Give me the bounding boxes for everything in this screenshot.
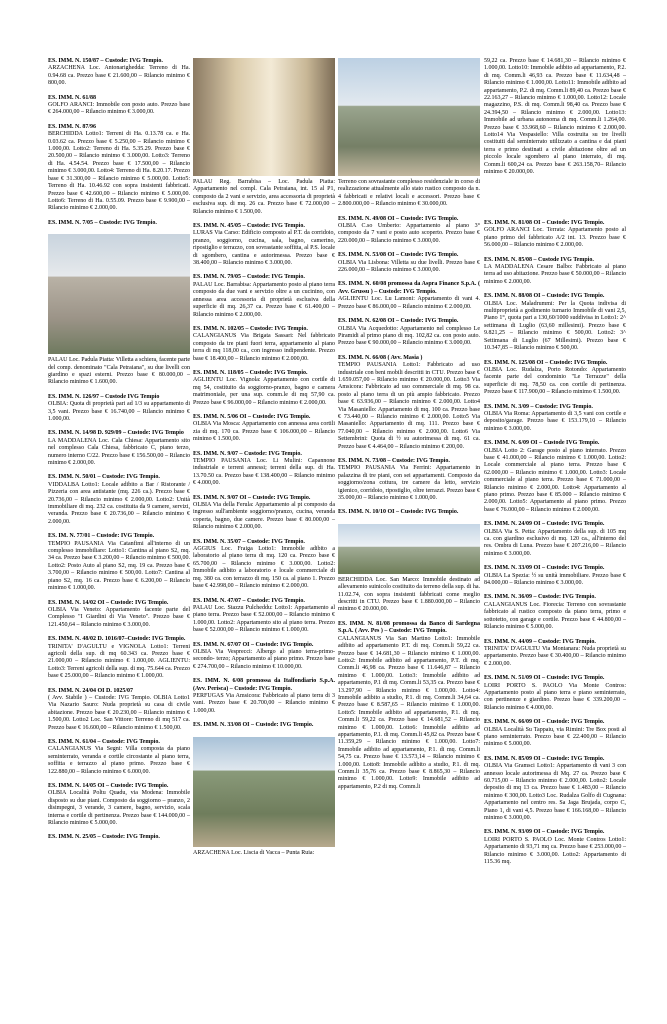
listing-entry bbox=[338, 621, 480, 791]
listing-text: OLBIA Lotto 2: Garage posto al piano interrato. Prezzo base € 41.000,00 – Rilancio minimo € 1.000,00. Lotto2: Locale commerciale al piano terra. Prezzo base € 62.000,00 – Rilancio minimo € 1.000,00. Lotto3: Locale commerciale al piano terra. Prezzo base € 71.000,00 – Rilancio minimo € 2.000,00. Lotto4: Appartamento al piano primo. Prezzo base € 85.000 – Rilancio minimo € 2.000,00. Lotto5: Appartamento al piano primo. Prezzo base € 76.000,00 – Rilancio minimo € 2.000,00. bbox=[484, 447, 626, 513]
property-photo bbox=[193, 58, 335, 176]
listing-heading: ES. IMM. N. 33/09 OI – Custode: IVG Tempio. bbox=[484, 565, 605, 572]
listing-heading: ES. IMM. N. 44/09 – Custode: IVG Tempio. bbox=[484, 638, 596, 645]
listing-entry bbox=[48, 600, 190, 630]
listing-entry bbox=[193, 179, 335, 216]
listing-entry bbox=[48, 533, 190, 592]
listing-entry bbox=[193, 451, 335, 488]
listing-entry bbox=[484, 257, 626, 287]
listing-text: TRINITA' D'AGULTU Via Montanara: Nuda proprietà su appartamento. Prezzo base € 30.400,00 – Rilancio minimo € 2.000,00. bbox=[484, 645, 626, 667]
listing-entry bbox=[338, 179, 480, 209]
listing-heading: ES. IMM. N. 79/05 – Custode: IVG Tempio. bbox=[193, 274, 305, 281]
listing-heading: ES. IMM. N. 6/09 OI – Custode IVG Tempio. bbox=[484, 440, 600, 447]
listing-entry bbox=[48, 394, 190, 424]
listing-entry bbox=[193, 850, 335, 857]
listing-entry bbox=[48, 124, 190, 213]
listing-heading: ES. IMM. N. 81/08 promossa da Banco di Sardegna S.p.A. ( Avv. Pes ) – Custode: IVG Tempio. bbox=[338, 620, 480, 635]
listing-heading: ES. IMM. N. 3/09 – Custode: IVG Tempio. bbox=[484, 403, 593, 410]
listing-heading: ES. IM. N. 77/01 – Custode: IVG Tempio. bbox=[48, 533, 155, 540]
listing-text: Terreno con sovrastante complesso residenziale in corso di realizzazione attualmente allo stato rustico composto da n. 4 fabbricati e relativi locali e accessori. Prezzo base € 2.800.000,00 – Rilancio minimo € 30.000,00. bbox=[338, 179, 480, 208]
listing-text: OLBIA Via S. Petta: Appartamento della sup. di 105 mq ca. con giardino esclusivo di mq. 120 ca., all'interno del res. Ombra di Luna. Prezzo base € 207.216,00 – Rilancio minimo € 3.000,00. bbox=[484, 528, 626, 557]
listing-text: LA MADDALENA Loc. Cala Chiesa: Appartamento sito nel complesso Cala Chiesa, fabbricato C, piano terzo, numero interno C/22. Prezzo base € 156.500,00 – Rilancio minimo € 2.000,00. bbox=[48, 437, 190, 466]
listing-entry bbox=[48, 474, 190, 526]
listing-text: GOLFO ARANCI Loc. Terrata: Appartamento posto al piano primo del fabbricato A/2 int. 13. Prezzo base € 56.000,00 – Rilancio minimo € 2.000,00. bbox=[484, 227, 626, 249]
listing-heading: ES. IMM. N. 5/06 OI – Custode: IVG Tempio. bbox=[193, 413, 311, 420]
listing-heading: ES. IMM. N. 9/07 – Custode: IVG Tempio. bbox=[193, 450, 302, 457]
listing-text: CALANGIANUS Via San Martino Lotto1: Immobile adibito ad appartamento P.T. di mq. Comm.li 59,22 ca. Prezzo base € 14.681,30 – Rilancio minimo € 1.000,00. Lotto2: Immobile adibito ad appartamento, P.T. di mq. Comm.li 46,98 ca. Prezzo base € 11.646,87 – Rilancio minimo € 1.000,00. Lotto3: Immobile adibito ad appartamento, P.1 di mq. Comm.li 53,35 ca. Prezzo base € 13.297,90 – Rilancio minimo € 1.000,00. Lotto4: Immobile adibito a studio, P.1. di mq. Comm.li 34,64 ca. Prezzo base € 8.587,65 – Rilancio minimo € 1.000,00. Lotto5: Immobile adibito ad appartamento, P.1. di mq. Comm.li 59,22 ca. Prezzo base € 14.681,52 – Rilancio minimo € 1.000,00. Lotto6: Immobile adibito ad appartamento, P.1. di mq. Comm.li 45,82 ca. Prezzo base € 11.359,29 – Rilancio minimo € 1.000,00. Lotto7: Immobile adibito ad appartamento, P.1. di mq. Comm.li 54,75 ca. Prezzo base € 13.573,14 – Rilancio minimo € 1.000,00. Lotto8: Immobile adibito a studio, P.1. di mq. Comm.li 35,76 ca. Prezzo base € 8.865,30 – Rilancio minimo € 1.000,00. Lotto9: Immobile adibito ad appartamento, P.2 di mq. Comm.li bbox=[338, 635, 480, 790]
listing-text: OLBIA Località Poltu Quadu, via Modena: Immobile disposto su due piani. Composto da soggiorno – pranzo, 2 disimpegni, 3 verande, 3 camere, bagno, servizio, scala interna e cortile di pertinenza. Prezzo base € 144.000,00 – Rilancio minimo € 5.000,00. bbox=[48, 790, 190, 827]
listing-entry bbox=[48, 357, 190, 387]
listing-entry bbox=[193, 678, 335, 715]
listing-entry bbox=[484, 756, 626, 823]
listing-text: OLBIA Loc. Rudalza, Porto Rotondo: Appartamento facente parte del condominio "Le Terrazze" della superficie di mq. 78,50 ca. con cortile di pertinenza. Prezzo base € 117.900,00 – Rilancio minimo € 1.500,00. bbox=[484, 366, 626, 396]
listing-heading: ES. IMM. N. 60/08 promossa da Aspra Finance S.p.A. ( Avv. Grussu ) – Custode: IVG Tempio. bbox=[338, 281, 480, 295]
listing-heading: ES. IMM. N. 50/01 – Custode: IVG Tempio. bbox=[48, 474, 160, 481]
listing-text: OLBIA Via Lisbona: Villetta su due livelli. Prezzo base € 226.000,00 – Rilancio minimo € 3.000,00. bbox=[338, 259, 480, 274]
listing-heading: ES. IMM. N. 125/08 OI – Custode: IVG Tempio. bbox=[484, 359, 608, 366]
listing-entry bbox=[484, 639, 626, 669]
listing-entry bbox=[193, 642, 335, 672]
column-4-continuation: 59,22 ca. Prezzo base € 14.681,30 – Rilancio minimo € 1.000,00. Lotto10: Immobile adibito ad appartamento, P.2. di mq. Comm.li 46,93 ca. Prezzo base € 11.634,48 – Rilancio minimo € 1.000,00. Lotto11: Immobile adibito ad appartamento, P.2. di mq. Comm.li 89,40 ca. Prezzo base € 22.163,27 – Rilancio minimo € 1.000,00. Lotto12: Locale magazzino, P.S. di mq. Comm.li 98,40 ca. Prezzo base € 24.394,50 – Rilancio minimo € 2.000,00. Lotto13: Immobile ad urbana autonoma di mq. Comm.li 1.264,00. Prezzo base € 33.968,60 – Rilancio minimo € 2.000,00. Lotto14 Via Vespasiello: Villa costruita su tre livelli costituiti dal seminterrato utilizzato a cantina e dai piani terra e primo destinati a civile abitazione oltre ad un piccolo locale sgombero al piano interrato, di mq. Comm.li 600,24 ca. Prezzo base € 263.158,70– Rilancio minimo € 20.000,00. bbox=[484, 58, 626, 176]
listing-text: OLBIA Via Veneto: Appartamento facente parte del Complesso "I Giardini di Via Veneto". Prezzo base € 121.450,64 – Rilancio minimo € 3.000,00. bbox=[48, 606, 190, 628]
listing-entry bbox=[338, 577, 480, 614]
listing-entry bbox=[48, 688, 190, 732]
listing-text: BERCHIDDA Lotto1: Terreni di Ha. 0.13.78 ca. e Ha. 0.03.62 ca. Prezzo base € 5.250,00 – Rilancio minimo € 1.000,00. Lotto2: Terreno di Ha. 5.35.29. Prezzo base € 20.500,00 – Rilancio minimo € 3.000,00. Lotto3: Terreno di Ha. 4.54.54. Prezzo base € 17.500,00 – Rilancio minimo € 3.000,00. Lotto4: Terreno di Ha. 8.20.17. Prezzo base € 31.300,00 – Rilancio minimo € 5.000,00. Lotto5: Terreno di Ha. 10.46.92 con sopra insistenti fabbricati. Prezzo base € 42.600,00 – Rilancio minimo € 5.000,00. Lotto6: Terreno di Ha. 0.55.09. Prezzo base € 9.900,00 – Rilancio minimo € 2.000,00. bbox=[48, 131, 190, 212]
listing-heading: ES. IMM. N. 36/09 – Custode: IVG Tempio. bbox=[484, 594, 596, 601]
listing-heading: ES. IMM. N. 61/88 bbox=[48, 94, 96, 101]
listing-heading: ES. IMM. N. 24/09 OI – Custode: IVG Tempio. bbox=[484, 521, 605, 528]
listing-text: BERCHIDDA Loc. San Marco: Immobile destinato ad allevamento suinicolo costituito da terreno della sup. di ha. 11.02.74, con sopra insistenti fabbricati come meglio descritti in CTU. Prezzo base € 1.880.000,00 – Rilancio minimo € 20.000,00. bbox=[338, 576, 480, 613]
listing-entry bbox=[338, 355, 480, 451]
listing-entry bbox=[338, 281, 480, 311]
listing-entry bbox=[193, 274, 335, 318]
listing-entry bbox=[48, 636, 190, 680]
listing-text: ( Avv. Stabile ) – Custode: IVG Tempio. OLBIA Lotto1 Via Nazario Sauro: Nuda proprietà su casa di civile abitazione. Prezzo base € 20.230,00 – Rilancio minimo € 1.500,00. Lotto2 Loc. San Vittore: Terreno di mq 517 ca. Prezzo base € 16.600,00 – Rilancio minimo € 1.500,00. bbox=[48, 694, 190, 731]
listing-text: LURAS Via Carso: Edificio composto al P.T. da corridoio, pranzo, soggiorno, cucina, sala, bagno, camerino, ripostiglio e terrazzo, con sovrastante soffitta, al P.S. locale di sgombero, cantina e autorimessa. Prezzo base € 38.400,00 – Rilancio minimo € 3.000,00. bbox=[193, 230, 335, 267]
listing-entry bbox=[193, 495, 335, 532]
listing-heading: ES. IMM. N. 85/08 – Custode IVG Tempio. bbox=[484, 256, 594, 263]
listing-text: AGGIUS Loc. Fraiga Lotto1: Immobile adibito a laboratorio al piano terra di mq. 120 ca. Prezzo base € 65.700,00 – Rilancio minimo € 3.000,00. Lotto2: Immobile adibito a laboratorio e locale commerciale di mq. 380 ca. con terrazzo di mq. 150 ca. al piano 1. Prezzo base € 42.998,00 – Rilancio minimo € 2.000,00. bbox=[193, 546, 335, 590]
listing-entry bbox=[484, 594, 626, 631]
listing-heading: ES. IMM. N. 7/05 – Custode: IVG Tempio. bbox=[48, 219, 157, 226]
listing-text: OLBIA Loc. Maladrummi: Per la Quota indivisa di multiproprietà a godimento turnario Immobile di vani 2,5, Piano 1°, quota pari a 130,60/1000 suddivisa in Lotto1: 2^ settimana di Luglio (63,60 millesimi). Prezzo base € 9.821,25 – Rilancio minimo € 500,00. Lotto2: 3^ Settimana di Luglio (67 Millesimi). Prezzo base € 10.347,85 – Rilancio minimo € 500,00. bbox=[484, 300, 626, 352]
listing-heading: ES. IMM. N. 49/08 OI – Custode: IVG Tempio. bbox=[338, 215, 459, 222]
listing-entry bbox=[48, 739, 190, 776]
listing-heading: ES. IMM. N. 35/07 – Custode: IVG Tempio. bbox=[193, 538, 305, 545]
listing-heading: ES. IMM. N. 14/98 D. 929/09 – Custode: IVG Tempio bbox=[48, 430, 184, 437]
listing-text: TEMPIO PAUSANIA Lotto1: Fabbricato ad uso industriale con beni mobili descritti in CTU. Prezzo base € 1.659.057,00 – Rilancio minimo € 20.000,00. Lotto3 Via Amsicora: Fabbricato ad uso commerciale di mq. 98 ca. posto al piano terra di un più ampio fabbricato. Prezzo base € 63.936,00 – Rilancio minimo € 2.000,00. Lotto4 Via Masaniello: Appartamento di mq. 100 ca. Prezzo base € 73.440,00 – Rilancio minimo € 2.000,00. Lotto5 Via Masaniello: Appartamento di mq. 111. Prezzo base € 77.040,00 – Rilancio minimo € 2.000,00. Lotto6 Via Settembrini: Quota di ½ su autorimessa di mq. 61 ca. Prezzo base € 4.464,00 – Rilancio minimo € 200,00. bbox=[338, 362, 480, 450]
listing-text: OLBIA Via Gramsci Lotto1: Appartamento di vani 3 con annesso locale autorimessa di Mq. 27 ca. Prezzo base € 60.715,00 – Rilancio minimo € 2.000,00. Lotto2: Locale deposito di mq 13 ca. Prezzo base € 1.483,00 – Rilancio minimo € 300,00. Lotto3 Loc. Rudalza Golfo di Cugnana: Appartamento nel centro res. Sa Jaga Brujada, corpo C, Piano 1, di vani 4,5. Prezzo base € 166.168,00 – Rilancio minimo € 3.000,00. bbox=[484, 763, 626, 822]
listing-heading: ES. IMM. N. 61/04 – Custode: IVG Tempio. bbox=[48, 739, 160, 745]
listing-entry bbox=[484, 440, 626, 514]
listing-heading: ES. IMM. N. 53/08 OI – Custode: IVG Tempio. bbox=[338, 252, 459, 259]
listing-text: OLBIA C.so Umberto: Appartamento al piano 3° composto da 7 vani e posto auto scoperto. Prezzo base € 220.000,00 – Rilancio minimo € 3.000,00. bbox=[338, 223, 480, 244]
listing-heading: ES. IMM. N. 93/09 OI – Custode: IVG Tempio. bbox=[484, 829, 605, 836]
listing-entry bbox=[484, 404, 626, 434]
listing-heading: ES. IMM. N. 87/96 bbox=[48, 123, 96, 130]
listing-text: AGLIENTU Loc. Vignola: Appartamento con cortile di mq 54, costituito da soggiorno-pranzo, bagno e camera matrimoniale, per una sup. comm.le di mq 57,90 ca. Prezzo base € 96.000,00 – Rilancio minimo € 2.000,00. bbox=[193, 377, 335, 406]
listing-heading: ES. IMM. N. 150/87 – Custode: IVG Tempio. bbox=[48, 58, 163, 64]
listing-heading: ES. IMM. N. 6/08 promossa da Italfondiario S.p.A. (Avv. Perisca) – Custode: IVG Tempio. bbox=[193, 678, 335, 692]
listing-text: LA MADDALENA Cesare Balbo: Fabbricato al piano terra ad uso abitazione. Prezzo base € 50.000,00 – Rilancio minimo € 2.000,00. bbox=[484, 264, 626, 285]
listing-entry bbox=[338, 458, 480, 502]
listing-heading: ES. IMM. N. 9/07 OI – Custode: IVG Tempio. bbox=[193, 494, 311, 501]
listing-text: VIDDALBA Lotto1: Locale adibito a Bar / Ristorante / Pizzeria con area antistante (mq. 226 ca.). Prezzo base € 20.736,00 – Rilancio minimo € 2.000,00. Lotto2: Unità immobiliare di mq. 232 ca. costituita da 9 camere, servizi, veranda. Prezzo base € 20.736,00 – Rilancio minimo € 2.000,00. bbox=[48, 481, 190, 525]
listing-text: OLBIA Via Acquedotto: Appartamento nel complesso Le Piramidi al primo piano di mq. 102,82 ca. con posto auto. Prezzo base € 90.000,00 – Rilancio minimo € 3.000,00. bbox=[338, 325, 480, 347]
listing-entry bbox=[193, 539, 335, 591]
listing-heading: ES. IMM. N. 33/08 OI – Custode: IVG Tempio. bbox=[193, 722, 314, 729]
listing-entry bbox=[48, 430, 190, 467]
listing-text: CALANGIANUS Via Brigata Sassari: Nel fabbricato composto da tre piani fuori terra, appartamento al piano terra di mq 118,00 ca., con ingresso indipendente. Prezzo base € 18.400,00 – Rilancio minimo € 2.000,00. bbox=[193, 333, 335, 362]
listing-entry bbox=[484, 565, 626, 587]
listing-heading: ES. IMM. N. 24/04 OI D. 1025/07 bbox=[48, 687, 134, 694]
listing-text: AGLIENTU Loc. Lu Lamoni: Appartamento di vani 4. Prezzo base € 86.000,00 – Rilancio minimo € 2.000,00. bbox=[338, 296, 480, 310]
listing-heading: ES. IMM. N. 67/07 OI – Custode: IVG Tempio. bbox=[193, 641, 314, 648]
property-photo bbox=[193, 737, 335, 847]
listing-heading: ES. IMM. N. 81/08 OI – Custode: IVG Tempio. bbox=[484, 220, 605, 226]
listing-heading: ES. IMM. N. 45/05 – Custode: IVG Tempio. bbox=[193, 223, 305, 230]
listing-text: OLBIA La Spezia: ½ su unità immobiliare. Prezzo base € 84.000,00 – Rilancio minimo € 3.000,00. bbox=[484, 572, 626, 587]
listing-heading: ES. IMM. N. 62/08 OI – Custode: IVG Tempio. bbox=[338, 318, 459, 325]
listing-heading: ES. IMM. N. 25/05 – Custode: IVG Tempio. bbox=[48, 834, 160, 841]
listing-entry bbox=[484, 719, 626, 749]
listing-text: GOLFO ARANCI: Immobile con posto auto. Prezzo base € 264.000,00 – Rilancio minimo € 3.000,00. bbox=[48, 102, 190, 116]
listing-entry bbox=[193, 326, 335, 363]
column-4 bbox=[484, 220, 626, 873]
listing-entry bbox=[48, 95, 190, 117]
listing-entry bbox=[193, 722, 335, 729]
listing-text: OLBIA Via Roma: Appartamento di 3,5 vani con cortile e deposito/garage. Prezzo base € 153.179,10 – Rilancio minimo € 3.000,00. bbox=[484, 410, 626, 432]
listing-text: TEMPIO PAUSANIA Via Catanfimi all'interno di un complesso immobiliare: Lotto1: Cantina al piano S2, mq. 34 ca. Prezzo base € 3.200,00 – Rilancio minimo € 500,00. Lotto2: Posto Auto al piano S2, mq. 19 ca. Prezzo base € 3.700,00 – Rilancio minimo € 500,00. Lotto7: Cantina al piano S2, mq. 16 ca. Prezzo base € 6.200,00 – Rilancio minimo € 1.000,00. bbox=[48, 540, 190, 592]
listing-entry bbox=[484, 293, 626, 352]
listing-entry bbox=[484, 675, 626, 712]
listing-text: PALAU Reg. Barrabisa – Loc. Padula Piatta: Appartamento nel compl. Cala Petraiana, int. 15 al P1, composto da 2 vani e servizio, area accessoria di proprietà esclusiva sup. di mq. 26 ca. Prezzo base € 72.000,00 – Rilancio minimo € 1.500,00. bbox=[193, 179, 335, 215]
listing-entry bbox=[484, 220, 626, 250]
listing-heading: ES. IMM. N. 47/07 – Custode: IVG Tempio. bbox=[193, 597, 305, 604]
listing-heading: ES. IMM. N. 88/08 OI – Custode: IVG Tempio. bbox=[484, 293, 605, 300]
listing-entry bbox=[48, 783, 190, 827]
listing-entry bbox=[48, 58, 190, 88]
listing-entry bbox=[193, 598, 335, 635]
listing-heading: ES. IMM. N. 14/02 OI – Custode: IVG Tempio. bbox=[48, 599, 169, 606]
listing-heading: ES. IMM. N. 14/05 OI – Custode: IVG Tempio. bbox=[48, 783, 169, 790]
listing-entry bbox=[338, 318, 480, 348]
column-2 bbox=[193, 58, 335, 864]
listing-heading: ES. IMM. N. 51/09 OI – Custode: IVG Tempio. bbox=[484, 675, 605, 682]
listing-text: TEMPIO PAUSANIA Loc. Li Mulini: Capannone industriale e terreni annessi; terreni della sup. di Ha. 13.70.50 ca. Prezzo base € 138.400,00 – Rilancio minimo € 4.000,00. bbox=[193, 458, 335, 487]
listing-heading: ES. IMM. N. 118/05 – Custode: IVG Tempio. bbox=[193, 369, 308, 376]
listing-heading: ES. IMM. N. 66/08 ( Avv. Masia ) bbox=[338, 354, 423, 361]
listing-text: OLBIA Via Vesprecci: Albergo al piano terra-primo- secondo- terzo; Appartamento al piano primo. Prezzo base € 274.700,00 – Rilancio minimo € 10.000,00. bbox=[193, 648, 335, 670]
listing-text: PERFUGAS Via Amsicora: Fabbricato al piano terra di 3 vani. Prezzo base € 20.700,00 – Rilancio minimo € 1.000,00. bbox=[193, 692, 335, 714]
listing-text: CALANGIANUS Loc. Fiorecia: Terreno con sovrastante fabbricato al rustico composto da piano terra, primo e sottotetto, con garage e cortile. Prezzo base € 44.800,00 – Rilancio minimo € 5.000,00. bbox=[484, 601, 626, 631]
listing-heading: ES. IMM. N. 10/10 OI – Custode: IVG Tempio. bbox=[338, 509, 459, 516]
listing-text: PALAU Loc. Stazzu Pulcheddu: Lotto1: Appartamento al piano terra. Prezzo base € 52.000,00 – Rilancio minimo € 1.000,00. Lotto2: Appartamento sito al piano terra. Prezzo base € 52.000,00 – Rilancio minimo € 1.000,00. bbox=[193, 604, 335, 634]
listing-heading: ES. IMM. N. 48/02 D. 1016/07–Custode: IVG Tempio. bbox=[48, 636, 186, 643]
property-photo bbox=[48, 234, 190, 354]
listing-heading: ES. IMM. N. 66/09 OI – Custode: IVG Tempio. bbox=[484, 719, 605, 726]
column-1 bbox=[48, 58, 190, 849]
listing-text: OLBIA Via Mosca: Appartamento con annessa area cortili zia di mq. 170 ca. Prezzo base € 106.000,00 – Rilancio minimo € 1.500,00. bbox=[193, 421, 335, 443]
listing-entry bbox=[193, 414, 335, 444]
listing-text: CALANGIANUS Via Segni: Villa composta da piano seminterrato, veranda e cortile circostante al piano terra, soffitta e terrazzo al piano primo. Prezzo base € 122.880,00 – Rilancio minimo € 6.000,00. bbox=[48, 746, 190, 775]
listing-text: ARZACHENA Loc. Antonarighedda: Terreno di Ha. 0.94.68 ca. Prezzo base € 21.600,00 – Rilancio minimo € 800,00. bbox=[48, 65, 190, 87]
listing-text: OLBIA Via della Ferula: Appartamento al pt composto da ingresso sull'ambiente soggiorno/pranzo, cucina, veranda coperta, bagno, due camere. Prezzo base € 80.000,00 – Rilancio minimo € 2.000,00. bbox=[193, 502, 335, 531]
listing-heading: ES. IMM. N. 85/09 OI – Custode: IVG Tempio. bbox=[484, 755, 605, 762]
listing-entry bbox=[338, 509, 480, 516]
listing-entry bbox=[48, 834, 190, 841]
listing-text: LOIRI PORTO S. PAOLO Loc. Monte Contros Lotto1: Appartamento di 93,71 mq ca. Prezzo base € 253.000,00 – Rilancio minimo € 3.000,00. Lotto2: Appartamento di 115.36 mq. bbox=[484, 836, 626, 866]
listing-heading: ES. IMM. N. 126/97 – Custode IVG Tempio bbox=[48, 393, 160, 400]
listing-text: OLBIA: Quota di proprietà pari ad 1/3 su appartamento di 3,5 vani. Prezzo base € 16.740,00 – Rilancio minimo € 1.000,00. bbox=[48, 401, 190, 422]
listing-text: OLBIA Località Su Tappaiu, via Rimini: Tre Box posti al piano seminterrato. Prezzo base € 22.400,00 – Rilancio minimo € 5.000,00. bbox=[484, 726, 626, 748]
property-photo bbox=[338, 58, 480, 176]
listing-text: TEMPIO PAUSANIA Via Ferrini: Appartamento in palazzina di tre piani, con sei appartamenti. Composto da soggiorno/zona cottura, tre camere da letto, servizio igienico, corridoio, ripostiglio, oltre terrazzi. Prezzo base € 35.000,00 – Rilancio minimo € 1.000,00. bbox=[338, 465, 480, 502]
listing-entry bbox=[48, 220, 190, 227]
listing-entry bbox=[484, 521, 626, 558]
listing-heading: ES. IMM. N. 73/08 – Custode: IVG Tempio. bbox=[338, 458, 450, 464]
listing-text: LOIRI PORTO S. PAOLO Via Monte Contros: Appartamento posto al piano terra e piano seminterrato, con pertinenze e giardino. Prezzo base € 339.200,00 – Rilancio minimo € 4.000,00. bbox=[484, 682, 626, 711]
property-photo bbox=[338, 524, 480, 574]
listing-text: ARZACHENA Loc. Liscia di Vacca – Punta Ruia: bbox=[193, 849, 315, 856]
listing-heading: ES. IMM. N. 102/05 – Custode: IVG Tempio. bbox=[193, 325, 308, 332]
listing-entry bbox=[484, 360, 626, 397]
column-3 bbox=[338, 58, 480, 798]
listing-entry bbox=[338, 252, 480, 274]
listing-entry bbox=[338, 216, 480, 246]
listing-entry bbox=[484, 829, 626, 866]
listing-text: PALAU Loc. Barrabisa: Appartamento posto al piano terra composto da due vani e servizio oltre a un cucinino, con annessa area accessoria di proprietà esclusiva della superficie di mq. 26,37 ca. Prezzo base € 61.400,00 – Rilancio minimo € 2.000,00. bbox=[193, 281, 335, 318]
listing-text: TRINITA' D'AGULTU e VIGNOLA Lotto1: Terreni agricoli della sup. di mq 60.343 ca. Prezzo base € 21.000,00 – Rilancio minimo € 1.000,00. AGLIENTU: Lotto3: Terreni agricoli della sup. di mq. 75.644 ca. Prezzo base € 25.000,00 – Rilancio minimo € 1.000,00. bbox=[48, 643, 190, 680]
listing-entry bbox=[193, 370, 335, 407]
listing-entry bbox=[193, 223, 335, 267]
listing-text: PALAU Loc. Padula Piatta: Villetta a schiera, facente parte del comp. denominato "Cala Petraiana", su due livelli con giardino e spazi esterni. Prezzo base € 80.000,00 – Rilancio minimo € 1.600,00. bbox=[48, 357, 190, 386]
